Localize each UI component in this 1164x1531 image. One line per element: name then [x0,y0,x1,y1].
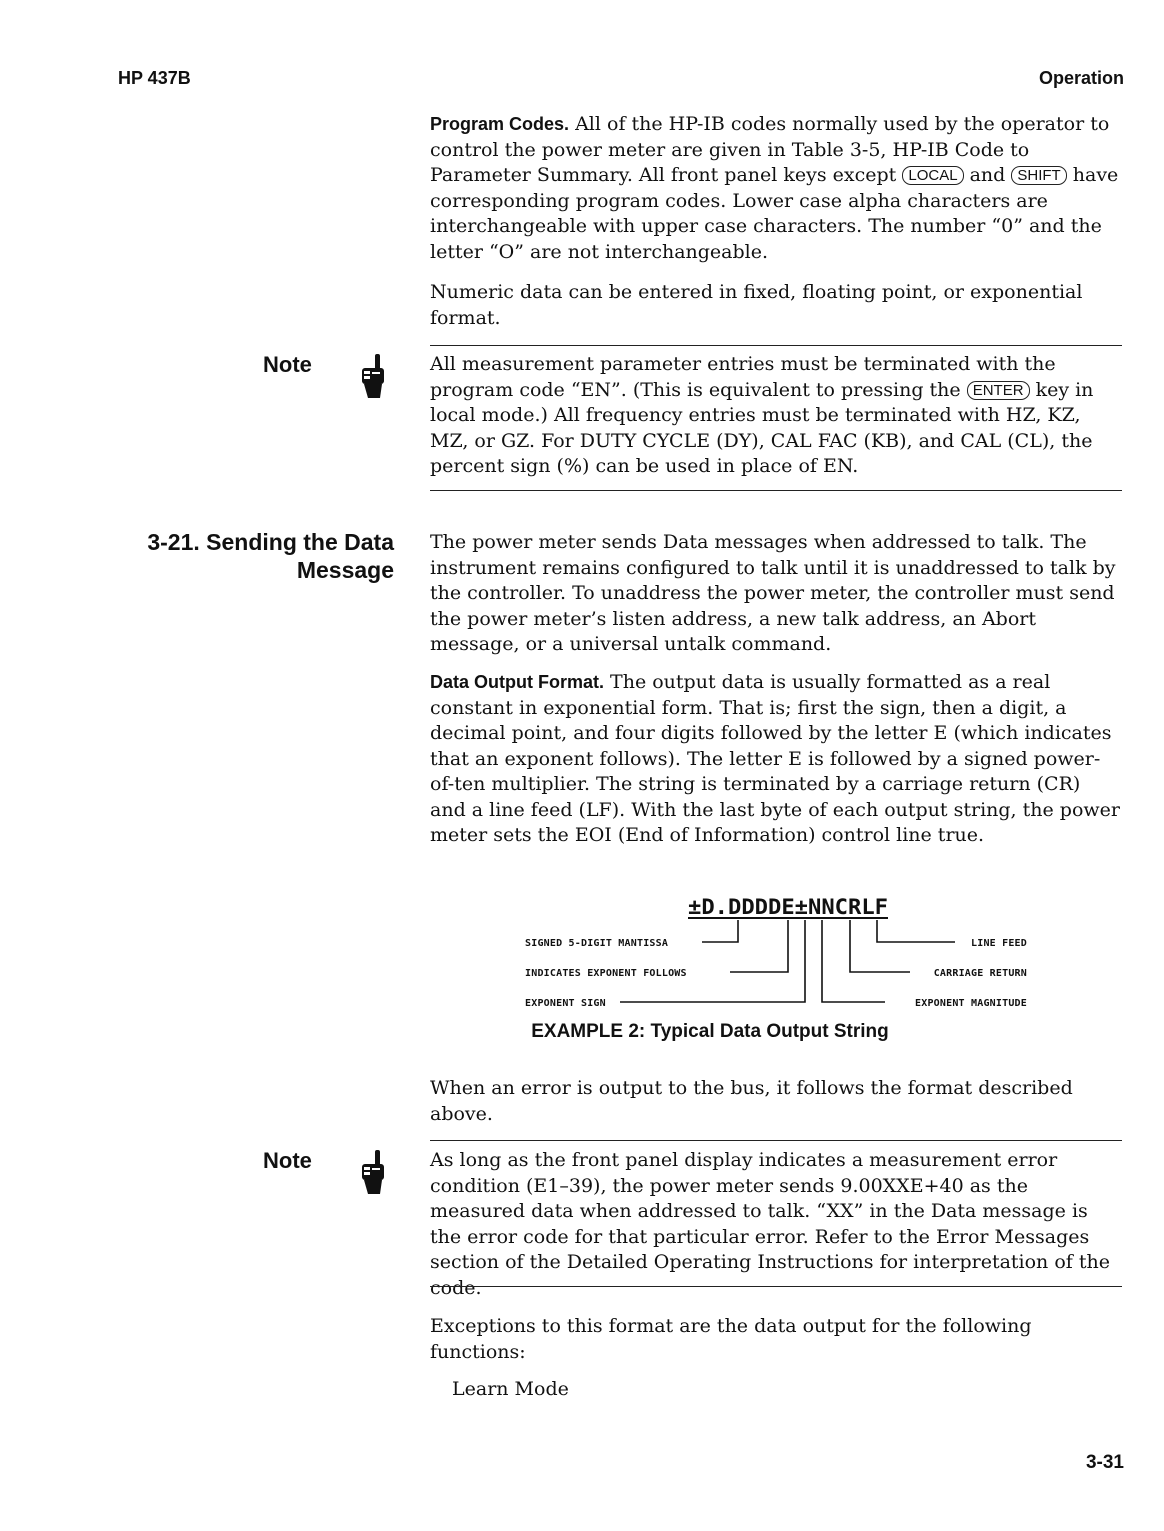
header-right: Operation [1038,68,1124,88]
diagram-caption: EXAMPLE 2: Typical Data Output String [531,1021,889,1042]
label-exponent-sign: EXPONENT SIGN [525,998,606,1009]
section-paragraph: The power meter sends Data messages when addressed to talk. The instrument remains configured to talk until it is unaddressed to talk by the controller. To unaddress the power meter, the controller must send the power meter’s listen address, a new talk address, an Abort message, or a universal untalk command. [430,531,1116,655]
exceptions-paragraph: Exceptions to this format are the data output for the following functions: [430,1315,1032,1363]
format-string: ±D.DDDDE±NNCRLF [688,895,888,919]
label-line-feed: LINE FEED [971,938,1027,949]
note1-text: All measurement parameter entries must be terminated with the program code “EN”. (This is equivalent to pressing the ENTER key in local mode.) All frequency entries must be terminated with HZ, KZ, MZ, or GZ. For DUTY CYCLE (DY), CAL FAC (KB), and CAL (CL), the percent sign (%) can be used in place of EN. [430,353,1094,477]
local-key: LOCAL [902,166,963,185]
page-number: 3-31 [1085,1452,1124,1473]
note2-bottom-rule [430,1286,1122,1287]
label-exponent-magnitude: EXPONENT MAGNITUDE [915,998,1027,1009]
list-item-learn-mode: Learn Mode [452,1378,569,1400]
error-paragraph: When an error is output to the bus, it follows the format described above. [430,1077,1073,1125]
note1-label: Note [263,352,312,377]
label-carriage-return: CARRIAGE RETURN [933,968,1027,979]
data-output-string-diagram [520,890,1040,1015]
label-exponent-follows: INDICATES EXPONENT FOLLOWS [525,968,687,979]
label-mantissa: SIGNED 5-DIGIT MANTISSA [525,938,669,949]
header-left: HP 437B [118,68,191,88]
shift-key: SHIFT [1011,166,1066,185]
note1-top-rule [430,345,1122,346]
data-output-title: Data Output Format. [430,672,604,692]
enter-key: ENTER [967,381,1030,400]
note1-bottom-rule [430,490,1122,491]
section-title: 3-21. Sending the Data Message [147,529,394,583]
program-codes-title: Program Codes. [430,114,570,134]
note2-label: Note [263,1148,312,1173]
note2-text: As long as the front panel display indicates a measurement error condition (E1–39), the power meter sends 9.00XXE+40 as the measured data when addressed to talk. “XX” in the Data message is the error code for that particular error. Refer to the Error Messages section of the Detailed Operating Instructions for interpretation of the code. [430,1149,1110,1299]
numeric-data-paragraph: Numeric data can be entered in fixed, floating point, or exponential format. [430,281,1083,329]
data-output-paragraph: Data Output Format. The output data is usually formatted as a real constant in exponential form. That is; first the sign, then a digit, a decimal point, and four digits followed by the letter E (which indicates that an exponent follows). The letter E is followed by a signed power-of-ten multiplier. The string is terminated by a carriage return (CR) and a line feed (LF). With the last byte of each output string, the power meter sets the EOI (End of Information) control line true. [430,671,1120,846]
program-codes-paragraph: Program Codes. All of the HP-IB codes normally used by the operator to control the power meter are given in Table 3-5, HP-IB Code to Parameter Summary. All front panel keys except LOCAL and SHIFT have corresponding program codes. Lower case alpha characters are interchangeable with upper case characters. The number “0” and the letter “O” are not interchangeable. [430,113,1119,263]
note2-top-rule [430,1140,1122,1141]
pointing-hand-icon [358,1148,390,1196]
pointing-hand-icon [358,352,390,400]
